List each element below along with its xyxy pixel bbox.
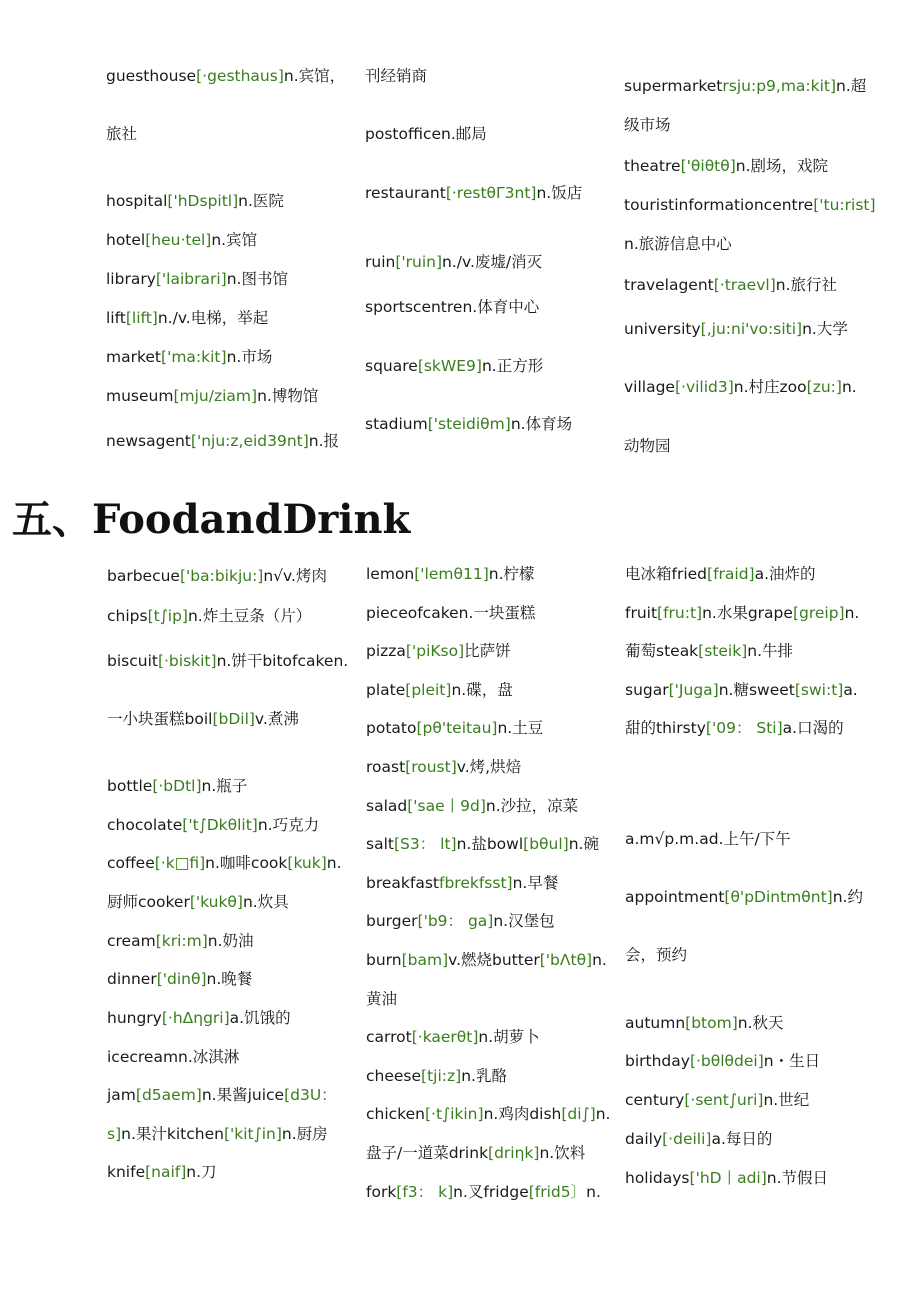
vocab-definition: n.约 <box>832 888 863 906</box>
vocab-line <box>366 989 397 1009</box>
vocab-word: salt <box>366 835 394 853</box>
phonetic-transcription: [tji:z] <box>421 1067 462 1085</box>
vocab-line <box>625 945 687 965</box>
vocab-definition: n. <box>586 1183 601 1201</box>
vocab-line <box>365 124 487 144</box>
phonetic-transcription: [f3： k] <box>396 1183 454 1201</box>
vocab-line <box>107 853 342 873</box>
phonetic-transcription: [bθul] <box>523 835 569 853</box>
vocab-word: 刊经销商 <box>365 67 428 85</box>
vocab-definition: n.秋天 <box>737 1014 784 1032</box>
phonetic-transcription: [·deili] <box>662 1130 712 1148</box>
phonetic-transcription: [·biskit] <box>157 652 217 670</box>
vocab-word: stadium <box>365 415 428 433</box>
vocab-definition: n.果汁kitchen <box>121 1125 224 1143</box>
vocab-word: a.m√p.m.ad.上午/下午 <box>625 830 791 848</box>
vocab-line <box>624 275 837 295</box>
vocab-definition: a.每日的 <box>711 1130 773 1148</box>
vocab-line <box>365 297 539 317</box>
vocab-line <box>625 1168 828 1188</box>
phonetic-transcription: [frid5〕 <box>528 1183 587 1201</box>
phonetic-transcription: [pθ'teitau] <box>416 719 498 737</box>
vocab-line <box>366 834 599 854</box>
phonetic-transcription: [kuk] <box>287 854 327 872</box>
vocab-word: museum <box>106 387 174 405</box>
vocab-line <box>365 66 427 86</box>
vocab-definition: n・生日 <box>763 1052 821 1070</box>
vocab-definition: n./v.电梯，举起 <box>157 309 269 327</box>
phonetic-transcription: ['kukθ] <box>189 893 243 911</box>
phonetic-transcription: ['09： Sti] <box>705 719 783 737</box>
vocab-definition: n.果酱juice <box>201 1086 285 1104</box>
phonetic-transcription: ['nju:z,eid39nt] <box>190 432 309 450</box>
vocab-definition: n.报 <box>308 432 340 450</box>
vocab-line <box>366 1104 610 1124</box>
vocab-definition: n. <box>326 854 342 872</box>
vocab-word: sugar <box>625 681 669 699</box>
vocab-line <box>107 651 348 671</box>
vocab-word: 盘子/一道菜drink <box>366 1144 489 1162</box>
vocab-line <box>107 1008 291 1028</box>
vocab-definition: n.土豆 <box>497 719 544 737</box>
vocab-word: salad <box>366 797 408 815</box>
phonetic-transcription: [θ'pDintmθnt] <box>724 888 833 906</box>
phonetic-transcription: ['b9： ga] <box>417 912 494 930</box>
phonetic-transcription: [·bθlθdei] <box>689 1052 764 1070</box>
vocab-word: ruin <box>365 253 396 271</box>
phonetic-transcription: [fraid] <box>707 565 755 583</box>
phonetic-transcription: [driηk] <box>488 1144 540 1162</box>
vocab-line <box>625 564 816 584</box>
phonetic-transcription: [pleit] <box>405 681 452 699</box>
vocab-word: burn <box>366 951 402 969</box>
vocab-line <box>365 356 543 376</box>
phonetic-transcription: [skWE9] <box>417 357 482 375</box>
vocab-word: potato <box>366 719 417 737</box>
vocab-line <box>107 969 252 989</box>
phonetic-transcription: ['tu:rist] <box>813 196 876 214</box>
vocab-line <box>106 124 137 144</box>
phonetic-transcription: [S3： lt] <box>393 835 457 853</box>
vocab-definition: n.体育场 <box>510 415 573 433</box>
vocab-definition: n.糖sweet <box>718 681 795 699</box>
vocab-line <box>625 603 859 623</box>
vocab-line <box>366 1066 507 1086</box>
vocab-word: jam <box>107 1086 136 1104</box>
vocab-line <box>366 1027 540 1047</box>
vocab-line <box>624 234 732 254</box>
phonetic-transcription: [·k□fi] <box>154 854 206 872</box>
vocab-definition: n.饮料 <box>539 1144 586 1162</box>
vocab-line <box>366 603 535 623</box>
vocab-line <box>107 1124 328 1144</box>
vocab-definition: n.柠檬 <box>488 565 535 583</box>
vocab-word: holidays <box>625 1169 690 1187</box>
phonetic-transcription: ['ruin] <box>395 253 443 271</box>
vocab-line <box>107 776 247 796</box>
vocab-word: 会，预约 <box>625 946 688 964</box>
vocab-word: bottle <box>107 777 153 795</box>
phonetic-transcription: [heu·tel] <box>145 231 212 249</box>
phonetic-transcription: [lift] <box>125 309 158 327</box>
vocab-word: 级市场 <box>624 116 671 134</box>
vocab-line <box>106 269 288 289</box>
vocab-word: market <box>106 348 162 366</box>
vocab-definition: n.宾馆 <box>211 231 258 249</box>
vocab-line <box>624 436 671 456</box>
vocab-word: cream <box>107 932 156 950</box>
vocab-line <box>625 829 791 849</box>
vocab-word: 动物园 <box>624 437 671 455</box>
vocab-word: sportscentren.体育中心 <box>365 298 540 316</box>
phonetic-transcription: [greip] <box>792 604 845 622</box>
phonetic-transcription: ['lemθ11] <box>414 565 489 583</box>
phonetic-transcription: [·hΔηgri] <box>161 1009 230 1027</box>
vocab-line <box>625 680 858 700</box>
vocab-definition: n.巧克力 <box>257 816 320 834</box>
vocab-line <box>366 641 511 661</box>
vocab-definition: a.口渴的 <box>782 719 844 737</box>
vocab-definition: n.超 <box>836 77 867 95</box>
vocab-line <box>106 347 272 367</box>
phonetic-transcription: ['laibrari] <box>155 270 227 288</box>
vocab-word: pizza <box>366 642 406 660</box>
vocab-word: coffee <box>107 854 155 872</box>
vocab-definition: n./v.废墟/消灭 <box>442 253 543 271</box>
vocab-word: hungry <box>107 1009 162 1027</box>
vocab-word: fruit <box>625 604 658 622</box>
vocab-line <box>366 564 535 584</box>
vocab-definition: n.盐bowl <box>456 835 524 853</box>
phonetic-transcription: ['steidiθm] <box>427 415 511 433</box>
vocab-word: guesthouse <box>106 67 197 85</box>
vocab-definition: n.晚餐 <box>206 970 253 988</box>
vocab-word: 厨师cooker <box>107 893 190 911</box>
vocab-word: newsagent <box>106 432 191 450</box>
vocab-line <box>625 718 844 738</box>
vocab-definition: n.碗 <box>568 835 599 853</box>
vocab-definition: n.博物馆 <box>257 387 319 405</box>
vocab-word: square <box>365 357 418 375</box>
vocab-line <box>365 414 572 434</box>
vocab-line <box>624 319 848 339</box>
vocab-word: chocolate <box>107 816 183 834</box>
vocab-line <box>106 66 345 86</box>
vocab-line <box>107 892 289 912</box>
phonetic-transcription: fbrekfsst] <box>439 874 513 892</box>
vocab-definition: v.烤,烘焙 <box>456 758 522 776</box>
vocab-definition: n.村庄zoo <box>733 378 807 396</box>
vocab-definition: n.厨房 <box>281 1125 328 1143</box>
vocab-word: library <box>106 270 156 288</box>
vocab-word: travelagent <box>624 276 714 294</box>
vocab-word: plate <box>366 681 406 699</box>
phonetic-transcription: [bDil] <box>212 710 255 728</box>
vocab-definition: n.碟，盘 <box>451 681 513 699</box>
vocab-word: 一小块蛋糕boil <box>107 710 213 728</box>
vocab-word: icecreamn.冰淇淋 <box>107 1048 240 1066</box>
phonetic-transcription: [·sent∫uri] <box>684 1091 764 1109</box>
section-heading-food-and-drink: 五、FoodandDrink <box>12 496 411 543</box>
vocab-definition: n.宾馆， <box>283 67 346 85</box>
vocab-word: autumn <box>625 1014 686 1032</box>
vocab-word: breakfast <box>366 874 439 892</box>
vocab-line <box>625 641 793 661</box>
vocab-word: burger <box>366 912 418 930</box>
phonetic-transcription: [naif] <box>145 1163 187 1181</box>
vocab-word: 黄油 <box>366 990 398 1008</box>
phonetic-transcription: [·kaerθt] <box>411 1028 479 1046</box>
vocab-line <box>625 1090 809 1110</box>
vocab-definition: n.早餐 <box>512 874 559 892</box>
phonetic-transcription: ['bΛtθ] <box>539 951 593 969</box>
vocab-line <box>366 757 521 777</box>
vocab-line <box>107 931 254 951</box>
vocab-line <box>625 887 863 907</box>
vocab-word: touristinformationcentre <box>624 196 814 214</box>
vocab-word: supermarket <box>624 77 723 95</box>
vocab-line <box>366 950 607 970</box>
vocab-word: theatre <box>624 157 681 175</box>
vocab-line <box>107 1162 217 1182</box>
phonetic-transcription: [d3U： <box>284 1086 337 1104</box>
vocab-definition: n.旅行社 <box>775 276 838 294</box>
vocab-word: hotel <box>106 231 146 249</box>
vocab-line <box>624 76 866 96</box>
vocab-definition: n.水果grape <box>702 604 793 622</box>
vocab-definition: v.煮沸 <box>254 710 299 728</box>
vocab-word: appointment <box>625 888 725 906</box>
vocab-word: birthday <box>625 1052 690 1070</box>
vocab-line <box>624 377 857 397</box>
phonetic-transcription: [·traevl] <box>713 276 776 294</box>
vocab-line <box>624 115 671 135</box>
vocab-line <box>365 183 582 203</box>
vocab-word: university <box>624 320 701 338</box>
phonetic-transcription: ['ba:bikju:] <box>179 567 264 585</box>
phonetic-transcription: ['kit∫in] <box>223 1125 282 1143</box>
vocab-word: fork <box>366 1183 397 1201</box>
vocab-definition: n.饭店 <box>536 184 583 202</box>
vocab-definition: n.瓶子 <box>201 777 248 795</box>
vocab-line <box>366 1182 601 1202</box>
vocab-definition: n.炸土豆条（片） <box>187 607 312 625</box>
vocab-line <box>107 606 311 626</box>
vocab-line <box>625 1051 820 1071</box>
vocab-word: village <box>624 378 675 396</box>
vocab-definition: n.刀 <box>186 1163 217 1181</box>
vocab-line <box>366 796 578 816</box>
phonetic-transcription: [·vilid3] <box>674 378 734 396</box>
vocab-definition: n.乳酪 <box>461 1067 507 1085</box>
vocab-definition: n.正方形 <box>481 357 544 375</box>
phonetic-transcription: [,ju:ni'vo:siti] <box>700 320 803 338</box>
vocab-line <box>107 709 299 729</box>
vocab-definition: n.鸡肉dish <box>483 1105 562 1123</box>
vocab-definition: n.医院 <box>238 192 284 210</box>
vocab-line <box>107 1085 337 1105</box>
phonetic-transcription: ['θiθtθ] <box>680 157 736 175</box>
vocab-word: postofficen.邮局 <box>365 125 487 143</box>
vocab-line <box>107 566 327 586</box>
phonetic-transcription: ['dinθ] <box>156 970 207 988</box>
vocab-line <box>625 1013 784 1033</box>
phonetic-transcription: [btom] <box>685 1014 738 1032</box>
vocab-word: biscuit <box>107 652 158 670</box>
vocab-word: cheese <box>366 1067 422 1085</box>
vocab-word: daily <box>625 1130 663 1148</box>
vocab-line <box>366 680 513 700</box>
vocab-definition: a.油炸的 <box>754 565 816 583</box>
vocab-word: 甜的thirsty <box>625 719 706 737</box>
vocab-line <box>624 156 828 176</box>
vocab-line <box>366 873 558 893</box>
phonetic-transcription: rsju:p9,ma:kit] <box>722 77 837 95</box>
phonetic-transcription: ['t∫Dkθlit] <box>182 816 258 834</box>
vocab-definition: a. <box>843 681 858 699</box>
vocab-line <box>366 911 555 931</box>
vocab-line <box>106 308 268 328</box>
vocab-definition: n. <box>844 604 860 622</box>
vocab-word: carrot <box>366 1028 412 1046</box>
vocab-word: dinner <box>107 970 157 988</box>
vocab-definition: n. <box>592 951 607 969</box>
phonetic-transcription: [di∫] <box>561 1105 596 1123</box>
vocab-line <box>624 195 876 215</box>
vocab-definition: n.汉堡包 <box>493 912 555 930</box>
phonetic-transcription: [·gesthaus] <box>196 67 284 85</box>
vocab-line <box>366 1143 585 1163</box>
vocab-definition: n.剧场，戏院 <box>735 157 829 175</box>
vocab-definition: n√v.烤肉 <box>263 567 327 585</box>
vocab-word: 旅社 <box>106 125 138 143</box>
phonetic-transcription: ['hDspitl] <box>167 192 239 210</box>
vocab-definition: n. <box>841 378 857 396</box>
vocab-definition: n.饼干bitofcaken. <box>216 652 349 670</box>
phonetic-transcription: [swi:t] <box>794 681 844 699</box>
vocab-definition: a.饥饿的 <box>229 1009 291 1027</box>
vocab-definition: n.奶油 <box>207 932 254 950</box>
vocab-word: roast <box>366 758 406 776</box>
phonetic-transcription: [·restθΓ3nt] <box>445 184 537 202</box>
vocab-definition: 比萨饼 <box>464 642 511 660</box>
phonetic-transcription: [mju/ziam] <box>173 387 258 405</box>
phonetic-transcription: [bam] <box>401 951 449 969</box>
phonetic-transcription: [·t∫ikin] <box>424 1105 484 1123</box>
vocab-line <box>107 815 319 835</box>
vocab-word: knife <box>107 1163 146 1181</box>
vocab-word: hospital <box>106 192 168 210</box>
phonetic-transcription: ['ma:kit] <box>161 348 227 366</box>
vocab-definition: n.叉fridge <box>453 1183 529 1201</box>
phonetic-transcription: [roust] <box>405 758 457 776</box>
vocab-definition: n.胡萝卜 <box>478 1028 540 1046</box>
vocab-word: lift <box>106 309 126 327</box>
phonetic-transcription: ['piKso] <box>405 642 465 660</box>
vocab-word: 电冰箱fried <box>625 565 708 583</box>
phonetic-transcription: [kri:m] <box>155 932 208 950</box>
vocab-definition: n.世纪 <box>763 1091 810 1109</box>
phonetic-transcription: [steik] <box>698 642 748 660</box>
phonetic-transcription: [fru:t] <box>657 604 703 622</box>
vocab-definition: n.市场 <box>226 348 273 366</box>
vocab-word: century <box>625 1091 685 1109</box>
phonetic-transcription: s] <box>107 1125 122 1143</box>
phonetic-transcription: [t∫ip] <box>147 607 188 625</box>
vocab-definition: n. <box>595 1105 611 1123</box>
vocab-definition: v.燃烧butter <box>448 951 540 969</box>
vocab-definition: n.牛排 <box>747 642 794 660</box>
vocab-word: lemon <box>366 565 415 583</box>
phonetic-transcription: ['Juga] <box>668 681 719 699</box>
vocab-word: pieceofcaken.一块蛋糕 <box>366 604 536 622</box>
vocab-definition: n.图书馆 <box>226 270 288 288</box>
vocab-definition: n.炊具 <box>242 893 289 911</box>
phonetic-transcription: [·bDtl] <box>152 777 202 795</box>
vocab-definition: n.咖啡cook <box>205 854 288 872</box>
vocab-word: chips <box>107 607 148 625</box>
vocab-line <box>106 230 257 250</box>
vocab-word: n.旅游信息中心 <box>624 235 732 253</box>
vocab-word: 葡萄steak <box>625 642 699 660</box>
vocab-line <box>107 1047 239 1067</box>
vocab-line <box>106 191 284 211</box>
vocab-line <box>365 252 542 272</box>
vocab-word: restaurant <box>365 184 446 202</box>
vocab-definition: n.沙拉，凉菜 <box>485 797 579 815</box>
vocab-line <box>106 431 339 451</box>
vocab-word: chicken <box>366 1105 425 1123</box>
phonetic-transcription: [zu:] <box>806 378 842 396</box>
vocab-line <box>625 1129 772 1149</box>
vocab-definition: n.节假日 <box>766 1169 829 1187</box>
vocab-word: barbecue <box>107 567 180 585</box>
vocab-line <box>106 386 318 406</box>
phonetic-transcription: ['hD丨adi] <box>689 1169 767 1187</box>
vocab-line <box>366 718 543 738</box>
phonetic-transcription: [d5aem] <box>135 1086 202 1104</box>
vocab-definition: n.大学 <box>802 320 848 338</box>
phonetic-transcription: ['sae丨9d] <box>407 797 486 815</box>
